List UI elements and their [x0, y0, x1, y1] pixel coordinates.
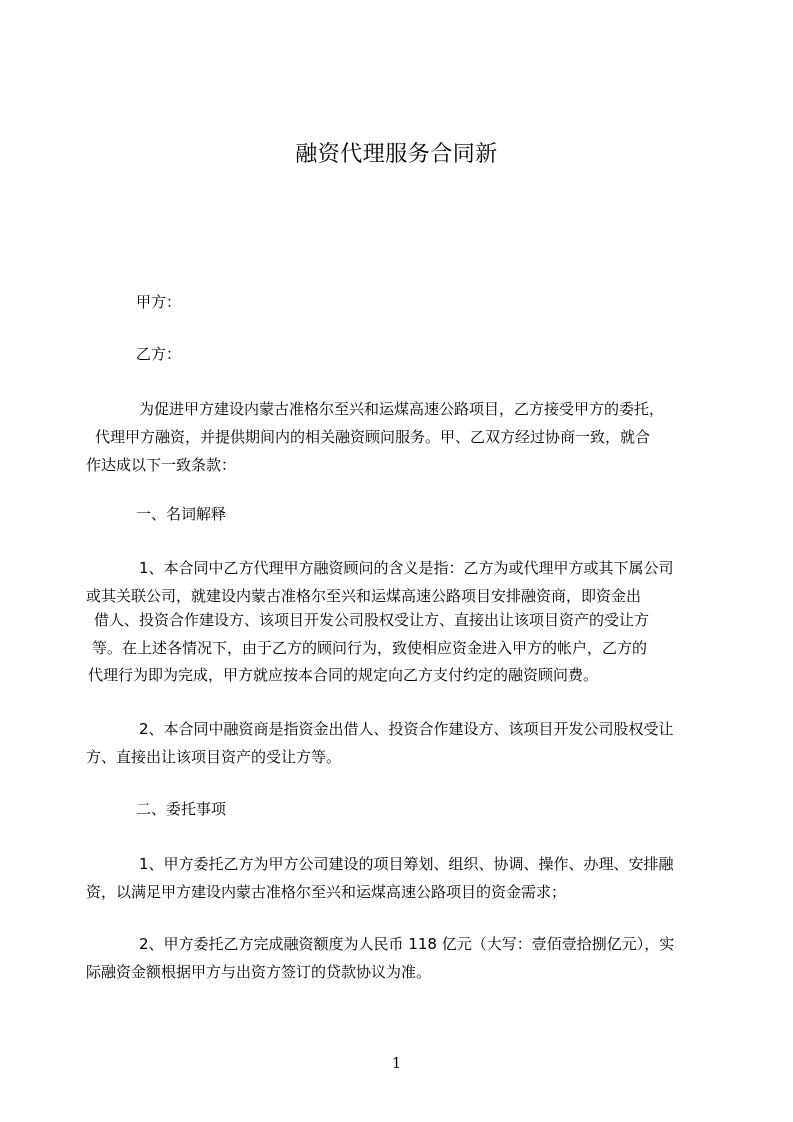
section-heading-definitions: 一、名词解释	[136, 505, 227, 523]
paragraph-line: 2、本合同中融资商是指资金出借人、投资合作建设方、该项目开发公司股权受让	[139, 720, 674, 738]
paragraph-line: 代理行为即为完成，甲方就应按本合同的规定向乙方支付约定的融资顾问费。	[88, 666, 599, 684]
preamble-line: 作达成以下一致条款：	[86, 456, 237, 474]
preamble-line: 为促进甲方建设内蒙古准格尔至兴和运煤高速公路项目，乙方接受甲方的委托，	[139, 400, 665, 418]
document-title: 融资代理服务合同新	[295, 142, 498, 167]
paragraph-line: 际融资金额根据甲方与出资方签订的贷款协议为准。	[86, 963, 432, 981]
section-heading-entrusted-matters: 二、委托事项	[136, 800, 227, 818]
paragraph-line: 等。在上述各情况下，由于乙方的顾问行为，致使相应资金进入甲方的帐户，乙方的	[92, 639, 648, 657]
paragraph-line: 2、甲方委托乙方完成融资额度为人民币 118 亿元（大写：壹佰壹拾捌亿元），实	[139, 935, 675, 953]
preamble-line: 代理甲方融资，并提供期间内的相关融资顾问服务。甲、乙双方经过协商一致，就合	[95, 428, 651, 446]
paragraph-line: 1、甲方委托乙方为甲方公司建设的项目筹划、组织、协调、操作、办理、安排融	[139, 855, 674, 873]
party-a-label: 甲方：	[136, 293, 182, 311]
paragraph-line: 资，以满足甲方建设内蒙古准格尔至兴和运煤高速公路项目的资金需求；	[86, 883, 567, 901]
party-b-label: 乙方：	[136, 345, 182, 363]
page-number: 1	[391, 1054, 402, 1072]
paragraph-line: 方、直接出让该项目资产的受让方等。	[86, 748, 342, 766]
paragraph-line: 1、本合同中乙方代理甲方融资顾问的含义是指：乙方为或代理甲方或其下属公司	[139, 559, 674, 577]
paragraph-line: 或其关联公司，就建设内蒙古准格尔至兴和运煤高速公路项目安排融资商，即资金出	[86, 587, 642, 605]
paragraph-line: 借人、投资合作建设方、该项目开发公司股权受让方、直接出让该项目资产的受让方	[94, 611, 650, 629]
